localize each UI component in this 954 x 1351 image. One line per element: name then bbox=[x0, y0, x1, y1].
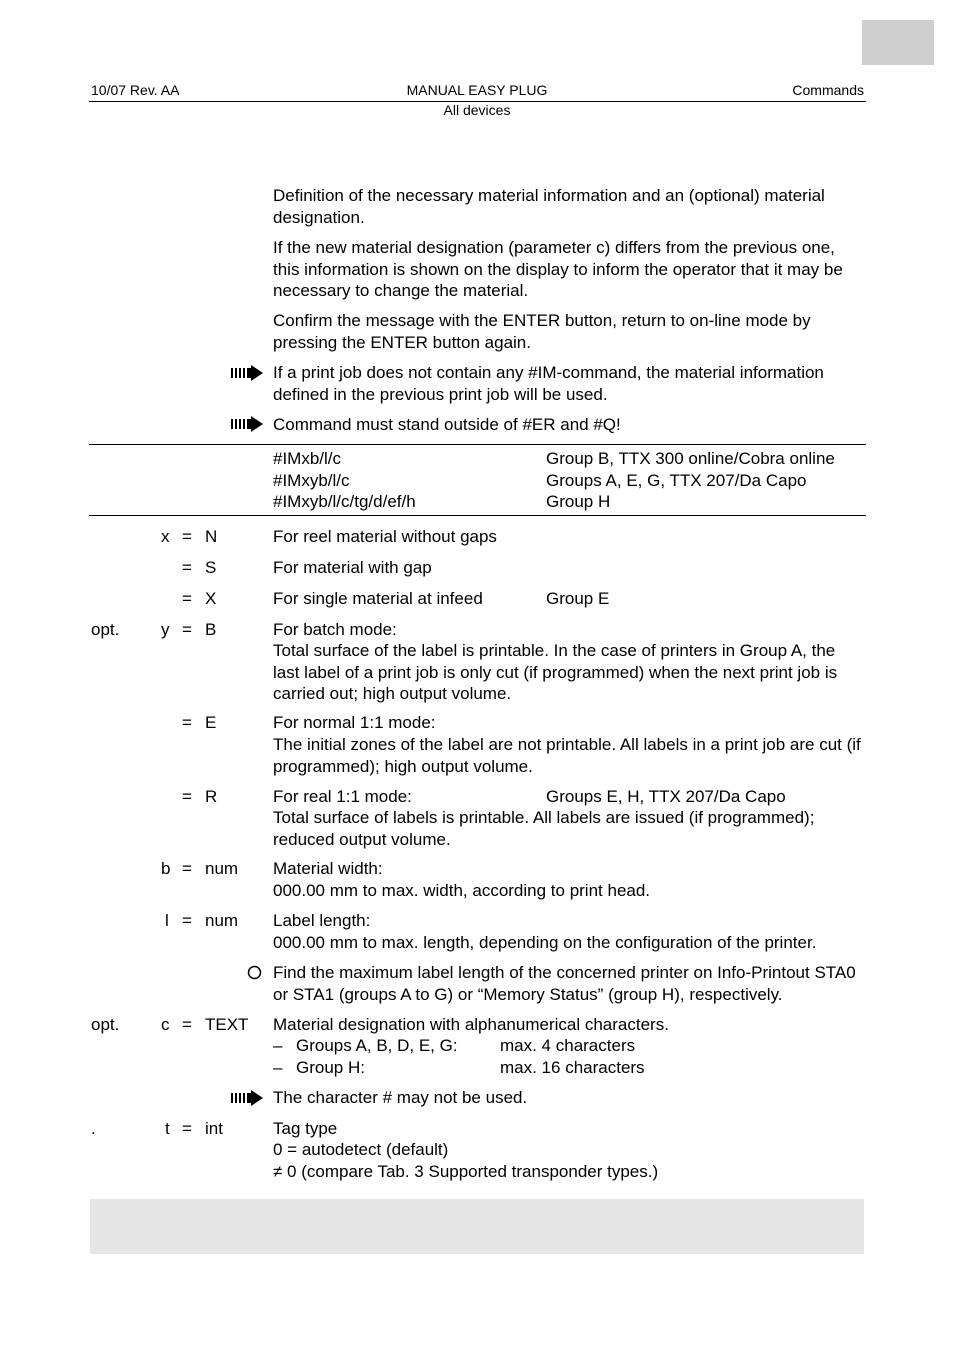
equals-sign: = bbox=[182, 787, 192, 806]
list-item-value: max. 4 characters bbox=[500, 1036, 636, 1055]
header-devices: All devices bbox=[443, 102, 511, 118]
param-name: c bbox=[161, 1015, 170, 1034]
footer-band bbox=[90, 1199, 864, 1254]
param-description: For single material at infeed bbox=[273, 589, 483, 608]
param-group: Groups E, H, TTX 207/Da Capo bbox=[546, 787, 786, 806]
note-max-label-length: Find the maximum label length of the concerned printer on Info-Printout STA0 or STA1 (groups A to G) or “Memory Status” (group H), respectively. bbox=[273, 963, 856, 1004]
syntax-command: #IMxyb/l/c/tg/d/ef/h bbox=[273, 492, 416, 511]
param-title: Material width: bbox=[273, 859, 383, 878]
circle-bullet-icon bbox=[247, 965, 262, 980]
param-title: For normal 1:1 mode: bbox=[273, 713, 436, 732]
param-value: X bbox=[205, 589, 217, 608]
param-description: 0 = autodetect (default) bbox=[273, 1140, 449, 1159]
intro-paragraph-2: If the new material designation (parameter c) differs from the previous one, this information is shown on the display to inform the operator that it may be necessary to change the material. bbox=[273, 238, 843, 300]
note-hash-not-allowed: The character # may not be used. bbox=[273, 1088, 528, 1107]
syntax-bottom-rule bbox=[89, 515, 866, 516]
param-description: For reel material without gaps bbox=[273, 527, 497, 546]
param-name: t bbox=[165, 1119, 170, 1138]
param-description: Total surface of the label is printable. In the case of printers in Group A, the last label of a print job is only cut (if programmed) when the next print job is carried out; high output volume. bbox=[273, 641, 838, 703]
header-section: Commands bbox=[792, 82, 864, 98]
equals-sign: = bbox=[182, 527, 192, 546]
list-dash: – bbox=[273, 1058, 283, 1077]
intro-paragraph-1: Definition of the necessary material information and an (optional) material designation. bbox=[273, 186, 825, 227]
optional-label: opt. bbox=[91, 620, 120, 639]
param-description: The initial zones of the label are not printable. All labels in a print job are cut (if programmed); high output volume. bbox=[273, 735, 861, 776]
param-title: For real 1:1 mode: bbox=[273, 787, 412, 806]
param-title: Material designation with alphanumerical characters. bbox=[273, 1015, 669, 1034]
intro-paragraph-3: Confirm the message with the ENTER button, return to on-line mode by pressing the ENTER button again. bbox=[273, 311, 811, 352]
param-value: int bbox=[205, 1119, 223, 1138]
param-value: S bbox=[205, 558, 217, 577]
param-title: Tag type bbox=[273, 1119, 338, 1138]
param-value: B bbox=[205, 620, 217, 639]
hand-arrow-icon bbox=[231, 1090, 263, 1106]
list-item-label: Group H: bbox=[296, 1058, 365, 1077]
param-name: y bbox=[161, 620, 170, 639]
row-dot: . bbox=[91, 1119, 96, 1138]
param-title: Label length: bbox=[273, 911, 371, 930]
param-title: For batch mode: bbox=[273, 620, 397, 639]
header-manual-title: MANUAL EASY PLUG bbox=[406, 82, 548, 98]
param-name: b bbox=[161, 859, 171, 878]
optional-label: opt. bbox=[91, 1015, 120, 1034]
syntax-group: Group B, TTX 300 online/Cobra online bbox=[546, 449, 835, 468]
equals-sign: = bbox=[182, 713, 192, 732]
equals-sign: = bbox=[182, 589, 192, 608]
hand-arrow-icon bbox=[231, 416, 263, 432]
equals-sign: = bbox=[182, 1015, 192, 1034]
param-value: num bbox=[205, 911, 239, 930]
param-description: For material with gap bbox=[273, 558, 432, 577]
syntax-group: Group H bbox=[546, 492, 611, 511]
param-name: x bbox=[161, 527, 170, 546]
syntax-command: #IMxyb/l/c bbox=[273, 471, 350, 490]
param-description: 000.00 mm to max. length, depending on the configuration of the printer. bbox=[273, 933, 817, 952]
corner-tab bbox=[862, 20, 934, 65]
note-material-info: If a print job does not contain any #IM-command, the material information defined in the previous print job will be used. bbox=[273, 363, 824, 404]
equals-sign: = bbox=[182, 859, 192, 878]
param-value: num bbox=[205, 859, 239, 878]
list-item-label: Groups A, B, D, E, G: bbox=[296, 1036, 458, 1055]
equals-sign: = bbox=[182, 911, 192, 930]
param-group: Group E bbox=[546, 589, 610, 608]
equals-sign: = bbox=[182, 620, 192, 639]
equals-sign: = bbox=[182, 558, 192, 577]
param-description: ≠ 0 (compare Tab. 3 Supported transponder types.) bbox=[273, 1162, 659, 1181]
param-value: E bbox=[205, 713, 217, 732]
syntax-group: Groups A, E, G, TTX 207/Da Capo bbox=[546, 471, 807, 490]
note-command-outside: Command must stand outside of #ER and #Q! bbox=[273, 415, 621, 434]
param-description: 000.00 mm to max. width, according to print head. bbox=[273, 881, 651, 900]
syntax-command: #IMxb/l/c bbox=[273, 449, 342, 468]
list-item-value: max. 16 characters bbox=[500, 1058, 645, 1077]
list-dash: – bbox=[273, 1036, 283, 1055]
hand-arrow-icon bbox=[231, 365, 263, 381]
param-name: l bbox=[165, 911, 169, 930]
param-description: Total surface of labels is printable. All labels are issued (if programmed); reduced output volume. bbox=[273, 808, 815, 849]
equals-sign: = bbox=[182, 1119, 192, 1138]
param-value: TEXT bbox=[205, 1015, 249, 1034]
syntax-top-rule bbox=[89, 444, 866, 445]
header-revision: 10/07 Rev. AA bbox=[91, 82, 180, 98]
param-value: R bbox=[205, 787, 218, 806]
param-value: N bbox=[205, 527, 218, 546]
